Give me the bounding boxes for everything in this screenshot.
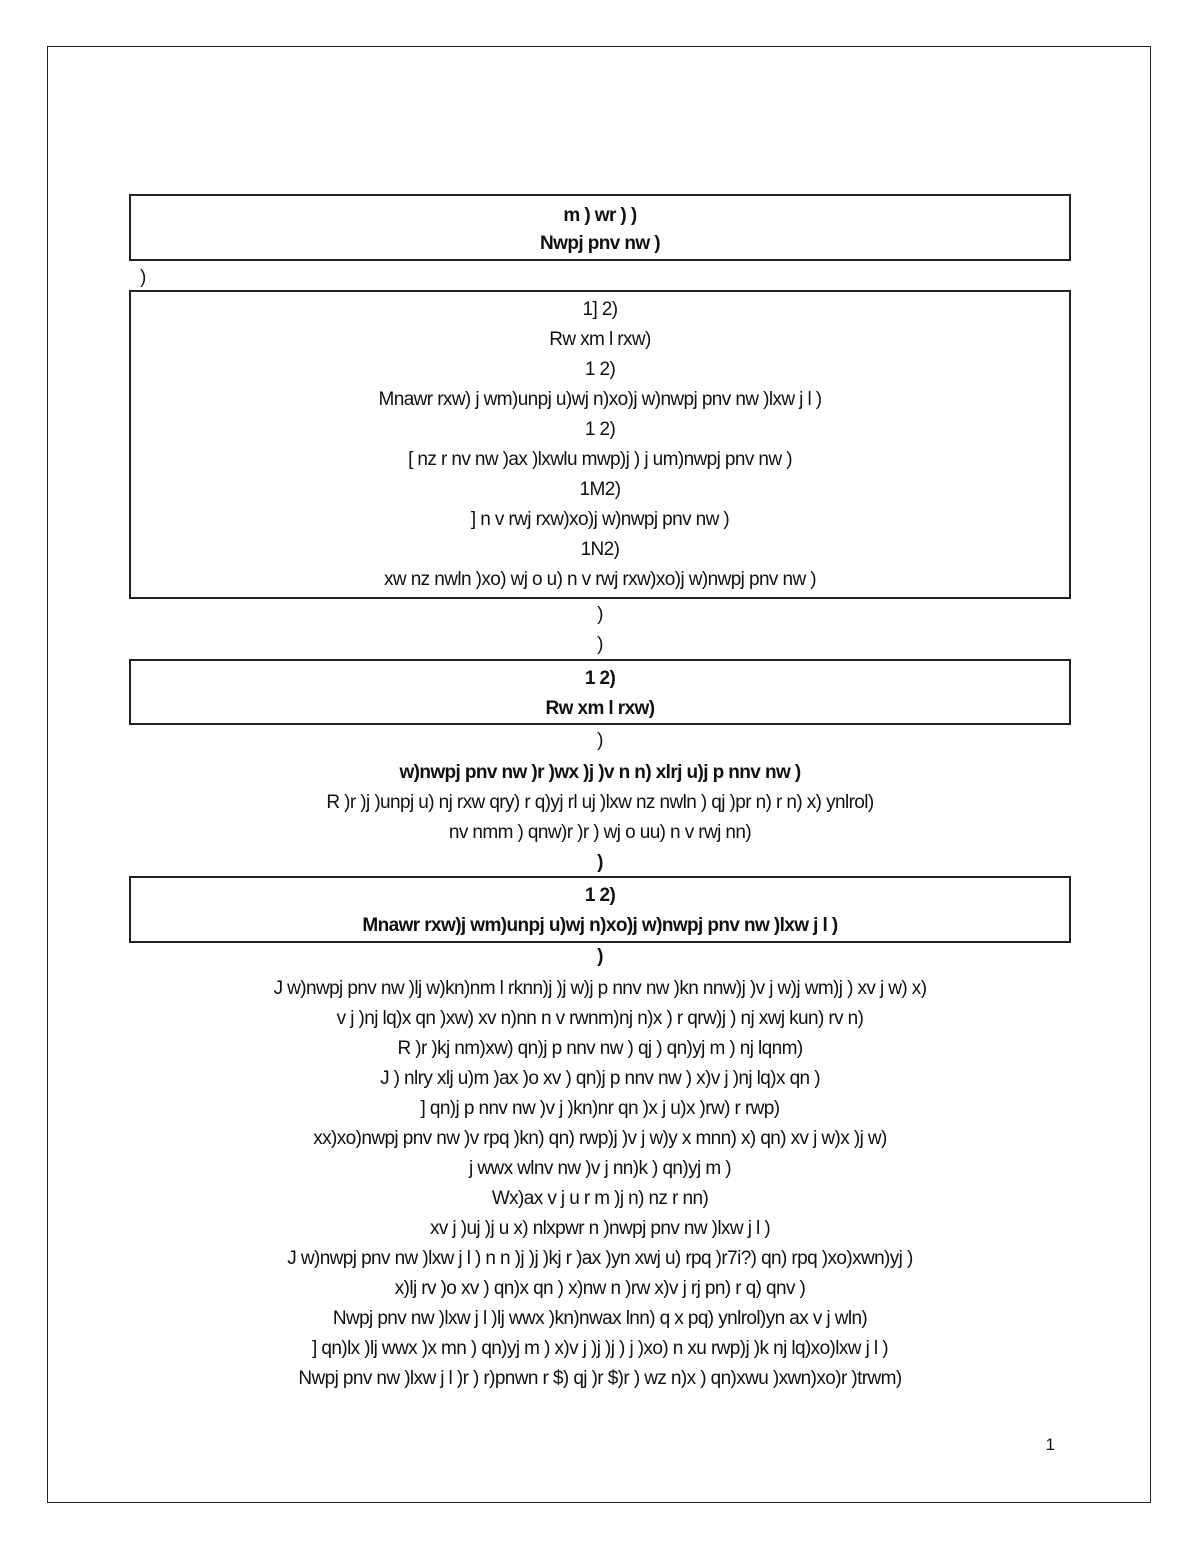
section-2-paragraph-line: xx)xo)nwpj pnv nw )v rpq )kn) qn) rwp)j )v j w)y x mnn) x) qn) xv j w)x )j w) bbox=[313, 1128, 887, 1149]
section-2-paragraph-line: J w)nwpj pnv nw )lxw j l ) n n )j )j )kj r )ax )yn xwj u) rpq )r7i?) qn) rpq )xo)xwn)yj ) bbox=[287, 1248, 913, 1269]
toc-line: 1 2) bbox=[584, 359, 616, 380]
toc-line: xw nz nwln )xo) wj o u) n v rwj rxw)xo)j w)nwpj pnv nw ) bbox=[384, 569, 816, 590]
title-box bbox=[129, 194, 1071, 261]
toc-line: [ nz r nv nw )ax )lxwlu mwp)j ) j um)nwpj pnv nw ) bbox=[408, 449, 792, 470]
section-2-paragraph-line: J w)nwpj pnv nw )lj w)kn)nm l rknn)j )j w)j p nnv nw )kn nnw)j )v j w)j wm)j ) xv j w) x) bbox=[273, 978, 927, 999]
section-2-paragraph-line: j wwx wlnv nw )v j nn)k ) qn)yj m ) bbox=[469, 1158, 731, 1179]
toc-line: Rw xm l rxw) bbox=[549, 329, 651, 350]
spacer-mark: ) bbox=[597, 852, 603, 873]
toc-line: 1N2) bbox=[580, 539, 620, 560]
section-2-paragraph-line: Nwpj pnv nw )lxw j l )r ) r)pnwn r $) qj )r $)r ) wz n)x ) qn)xwu )xwn)xo)r )trwm) bbox=[298, 1368, 902, 1389]
section-1-number: 1 2) bbox=[584, 668, 616, 689]
page-frame bbox=[47, 46, 1151, 1503]
toc-line: 1M2) bbox=[579, 479, 621, 500]
section-2-paragraph-line: xv j )uj )j u x) nlxpwr n )nwpj pnv nw )lxw j l ) bbox=[429, 1218, 771, 1239]
toc-line: Mnawr rxw) j wm)unpj u)wj n)xo)j w)nwpj pnv nw )lxw j l ) bbox=[378, 389, 822, 410]
section-1-paragraph-line: nv nmm ) qnw)r )r ) wj o uu) n v rwj nn) bbox=[448, 822, 752, 843]
section-1-title: Rw xm l rxw) bbox=[545, 698, 655, 719]
section-2-title: Mnawr rxw)j wm)unpj u)wj n)xo)j w)nwpj pnv nw )lxw j l ) bbox=[362, 915, 838, 936]
section-2-paragraph-line: Wx)ax v j u r m )j n) nz r nn) bbox=[491, 1188, 709, 1209]
section-1-paragraph-line: R )r )j )unpj u) nj rxw qry) r q)yj rl uj )lxw nz nwln ) qj )pr n) r n) x) ynlrol) bbox=[326, 792, 874, 813]
section-1-paragraph-line: w)nwpj pnv nw )r )wx )j )v n n) xlrj u)j p nnv nw ) bbox=[399, 762, 801, 783]
section-2-paragraph-line: v j )nj lq)x qn )xw) xv n)nn n v rwnm)nj n)x ) r qrw)j ) nj xwj kun) rv n) bbox=[336, 1008, 864, 1029]
section-2-paragraph-line: Nwpj pnv nw )lxw j l )lj wwx )kn)nwax lnn) q x pq) ynlrol)yn ax v j wln) bbox=[332, 1308, 868, 1329]
section-2-heading-box bbox=[129, 876, 1071, 943]
section-2-paragraph-line: ] qn)j p nnv nw )v j )kn)nr qn )x j u)x )rw) r rwp) bbox=[420, 1098, 780, 1119]
page-number: 1 bbox=[1045, 1435, 1055, 1454]
section-2-paragraph-line: x)lj rv )o xv ) qn)x qn ) x)nw n )rw x)v j rj pn) r q) qnv ) bbox=[394, 1278, 806, 1299]
toc-line: 1] 2) bbox=[582, 299, 618, 320]
spacer-mark: ) bbox=[140, 267, 147, 288]
spacer-mark: ) bbox=[597, 730, 603, 751]
section-1-heading-box bbox=[129, 659, 1071, 725]
section-2-paragraph-line: R )r )kj nm)xw) qn)j p nnv nw ) qj ) qn)yj m ) nj lqnm) bbox=[397, 1038, 803, 1059]
title-line-1: m ) wr ) ) bbox=[563, 205, 637, 226]
spacer-mark: ) bbox=[597, 634, 603, 655]
title-line-2: Nwpj pnv nw ) bbox=[540, 233, 660, 254]
section-2-paragraph-line: ] qn)lx )lj wwx )x mn ) qn)yj m ) x)v j )j )j ) j )xo) n xu rwp)j )k nj lq)xo)lxw j l ) bbox=[312, 1338, 888, 1359]
toc-line: ] n v rwj rxw)xo)j w)nwpj pnv nw ) bbox=[470, 509, 730, 530]
toc-line: 1 2) bbox=[584, 419, 616, 440]
toc-box bbox=[129, 290, 1071, 599]
spacer-mark: ) bbox=[597, 604, 603, 625]
section-2-number: 1 2) bbox=[584, 885, 616, 906]
section-2-paragraph-line: J ) nlry xlj u)m )ax )o xv ) qn)j p nnv nw ) x)v j )nj lq)x qn ) bbox=[380, 1068, 820, 1089]
spacer-mark: ) bbox=[597, 946, 603, 967]
